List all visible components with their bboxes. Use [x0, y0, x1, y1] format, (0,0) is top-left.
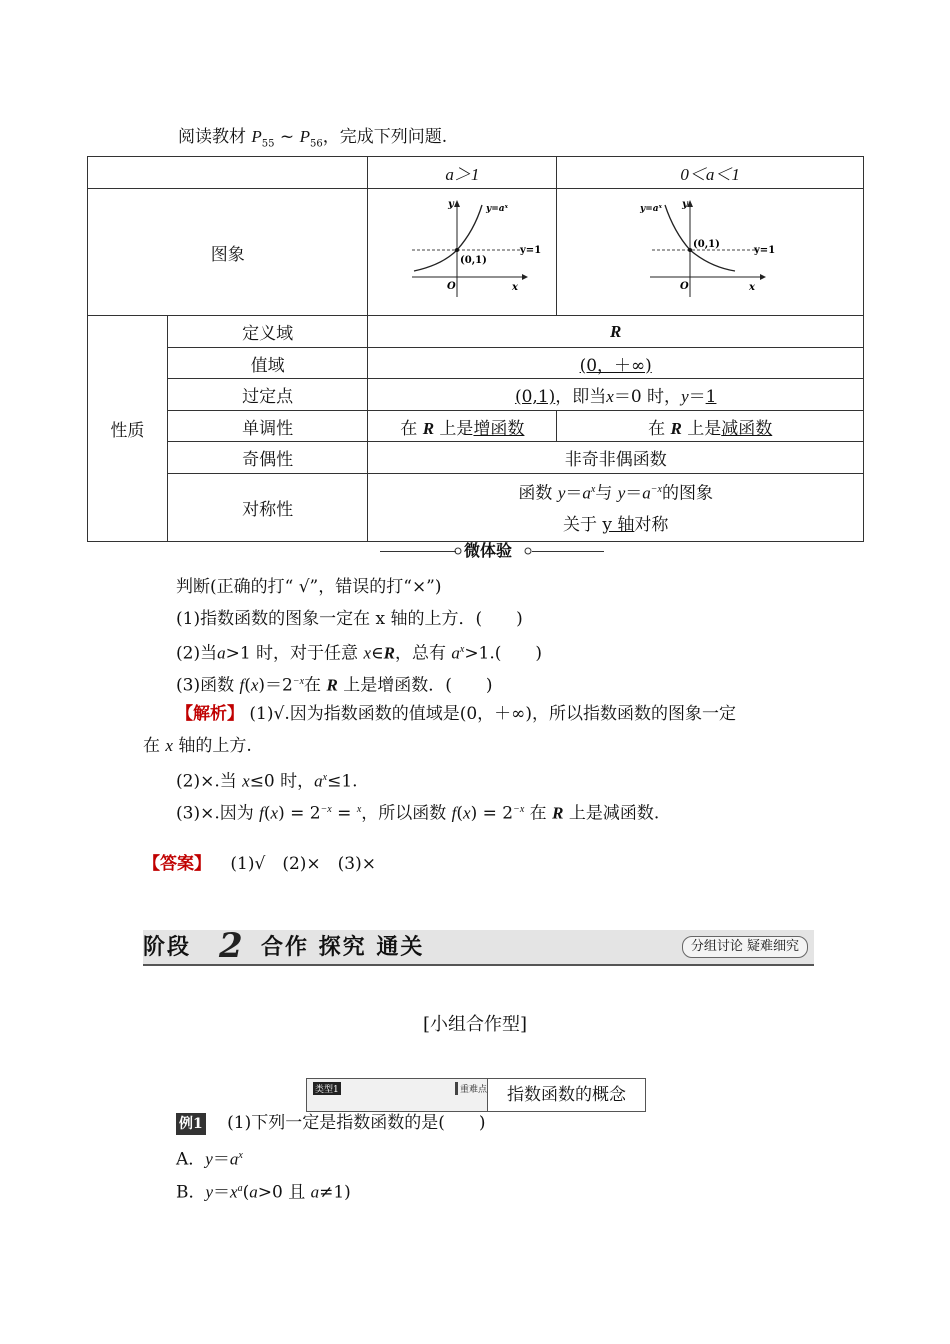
graph1-curve-label: y=aˣ	[486, 204, 509, 214]
graph2-origin: O	[680, 281, 689, 292]
stage-number: 2	[219, 926, 243, 966]
micro-experience-separator	[380, 540, 604, 562]
exp-function-properties-table	[87, 156, 864, 542]
example-option-b: B．$y=x^a(a>0$ 且 a≠1)	[176, 1182, 351, 1203]
row-value-parity: 非奇非偶函数	[368, 442, 864, 474]
example-tag: 例1	[176, 1113, 206, 1135]
graph2-xlabel: x	[749, 282, 756, 293]
row-value-mono-increasing: 在 R 上是增函数	[368, 411, 557, 442]
separator-dot-left	[454, 547, 462, 555]
row-label-fixed-point: 过定点	[167, 379, 368, 411]
properties-group-label: 性质	[88, 316, 168, 542]
separator-dot-right	[524, 547, 532, 555]
stage-title: 合作 探究 通关	[261, 934, 425, 960]
intro-line: 阅读教材 $P_{55}$ ~ $P_{56}$，完成下列问题.	[178, 127, 448, 150]
graph1-xlabel: x	[512, 282, 519, 293]
type-box	[306, 1078, 646, 1112]
group-cooperation-heading: [小组合作型]	[422, 1014, 528, 1035]
judge-q1: (1)指数函数的图象一定在 x 轴的上方．( )	[176, 609, 523, 629]
judge-q2: (2)当a>1 时，对于任意 x∈R，总有 $a^x>1$.( )	[176, 643, 543, 664]
corner-cell	[88, 157, 368, 189]
graph2-point-label: (0,1)	[693, 239, 721, 250]
row-value-range: (0，＋∞)	[368, 348, 864, 379]
row-label-parity: 奇偶性	[167, 442, 368, 474]
graph-increasing	[368, 189, 557, 316]
answer-tag: 【答案】	[143, 854, 211, 874]
analysis-line-4: (3)×.因为 $f(x) = 2^{-x} = ^x$，所以函数 $f(x) = 2^{-x}$ 在 R 上是减函数.	[176, 803, 660, 824]
graph1-ylabel: y	[448, 199, 455, 210]
row-label-symmetry: 对称性	[167, 474, 368, 542]
type-tag: 类型1	[313, 1082, 341, 1095]
stage-tag: 分组讨论 疑难细究	[682, 936, 808, 958]
header-a-gt-1: a＞1	[368, 157, 557, 189]
graph1-line-label: y=1	[520, 245, 542, 256]
stage-label: 阶段	[143, 934, 192, 960]
graph-decreasing	[557, 189, 864, 316]
row-label-domain: 定义域	[167, 316, 368, 348]
judge-q3: (3)函数 $f(x)=2^{-x}$在 R 上是增函数．( )	[176, 675, 493, 696]
type-box-title: 指数函数的概念	[507, 1085, 626, 1105]
example-option-a: A．$y=a^x$	[176, 1149, 243, 1170]
analysis-line-3: (2)×.当 x≤0 时，$a^x\le 1$.	[176, 771, 358, 792]
graph2-ylabel: y	[682, 199, 688, 210]
graph-decreasing-svg	[630, 197, 790, 302]
stage-banner	[143, 926, 814, 966]
row-value-fixed-point: (0,1)，即当x＝0 时，y＝1	[368, 379, 864, 411]
row-value-mono-decreasing: 在 R 上是减函数	[557, 411, 864, 442]
graph1-origin: O	[447, 281, 457, 292]
graph1-point-label: (0,1)	[460, 255, 488, 266]
type-box-label-area	[307, 1079, 488, 1111]
image-label: 图象	[88, 189, 368, 316]
row-value-domain: R	[368, 316, 864, 348]
graph-increasing-svg	[382, 197, 542, 302]
answer-text: (1)√ (2)× (3)×	[230, 854, 376, 874]
analysis-tag: 【解析】	[176, 704, 244, 724]
row-label-range: 值域	[167, 348, 368, 379]
analysis-line-2: 在 x 轴的上方.	[143, 736, 252, 756]
separator-label: 微体验	[464, 541, 513, 560]
answer-line	[143, 853, 376, 875]
graph2-curve-label: y=aˣ	[640, 204, 663, 214]
header-0-lt-a-lt-1: 0＜a＜1	[557, 157, 864, 189]
analysis-line-1: 【解析】 (1)√.因为指数函数的值域是(0，＋∞)，所以指数函数的图象一定	[176, 704, 736, 724]
graph2-line-label: y=1	[754, 245, 776, 256]
example-1-question: 例1 (1)下列一定是指数函数的是( )	[176, 1112, 486, 1135]
row-value-symmetry: 函数 $y=a^x$与 $y=a^{-x}$的图象 关于 y 轴对称	[368, 474, 864, 542]
row-label-monotonicity: 单调性	[167, 411, 368, 442]
difficulty-tag: 重难点	[455, 1082, 487, 1095]
judge-heading: 判断(正确的打“ √”，错误的打“×”)	[176, 577, 442, 597]
